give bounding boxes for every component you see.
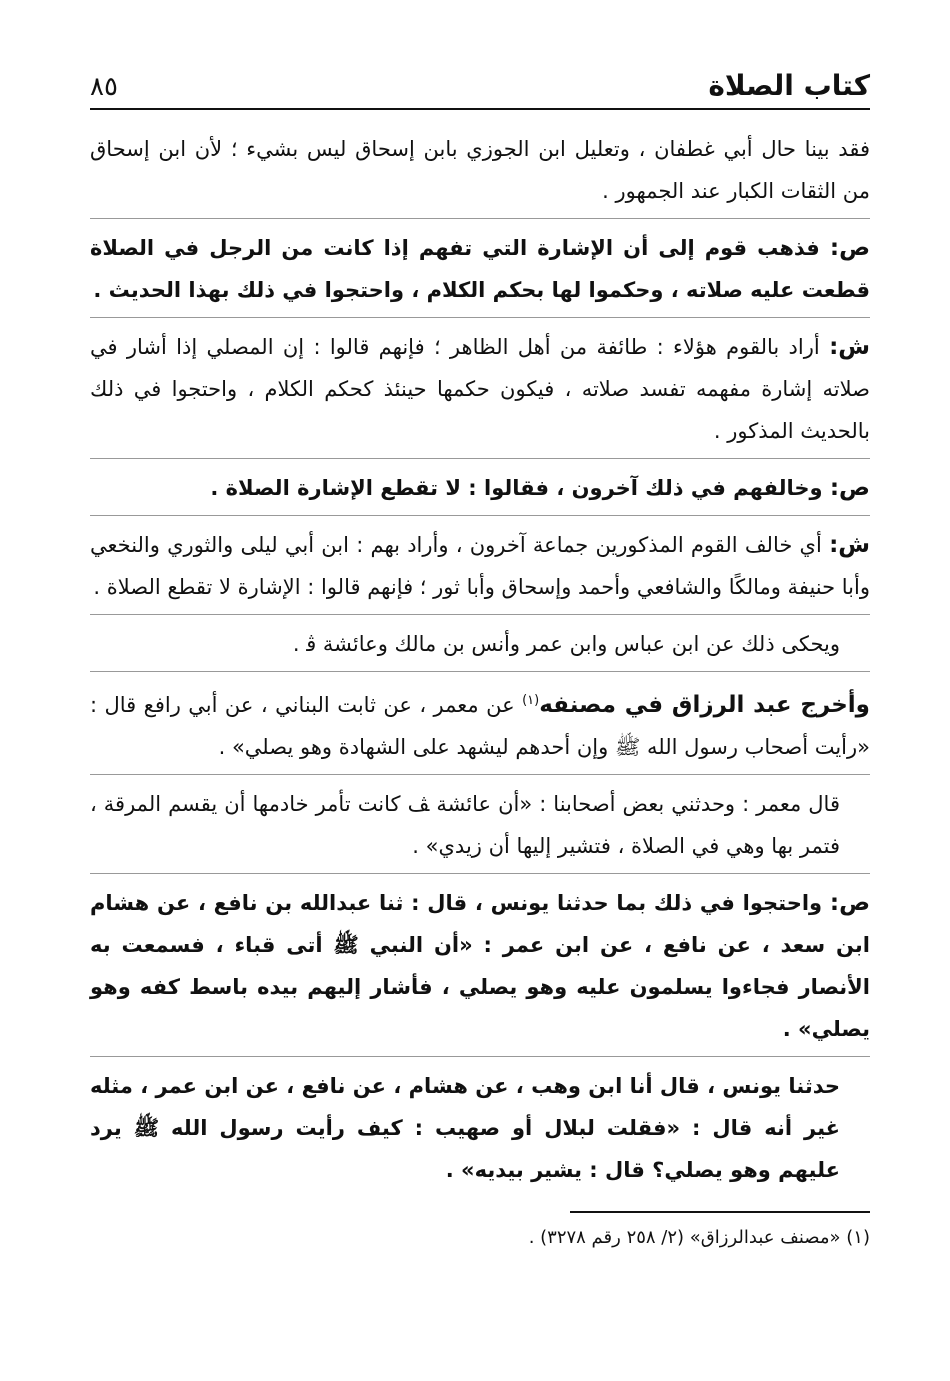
chapter-title: كتاب الصلاة [708, 69, 870, 102]
paragraph-text: واحتجوا في ذلك بما حدثنا يونس ، قال : ثنا عبدالله بن نافع ، عن هشام ابن سعد ، عن نافع ، عن ابن عمر : «أن النبي ﷺ أتى قباء ، فسمعت به الأنصار فجاءوا يسلمون عليه وهو يصلي ، فأشار إليهم بيده باسط كفه وهو يصلي» . [90, 891, 870, 1041]
paragraph-text: وخالفهم في ذلك آخرون ، فقالوا : لا تقطع الإشارة الصلاة . [210, 476, 823, 500]
paragraph-text: أراد بالقوم هؤلاء : طائفة من أهل الظاهر ؛ فإنهم قالوا : إن المصلي إذا أشار في صلاته إشارة مفهمه تفسد صلاته ، فيكون حكمها حينئذ كحكم الكلام ، واحتجوا في ذلك بالحديث المذكور . [90, 335, 870, 443]
paragraph-text: حدثنا يونس ، قال أنا ابن وهب ، عن هشام ، عن نافع ، عن ابن عمر ، مثله غير أنه قال : «فقلت لبلال أو صهيب : كيف رأيت رسول الله ﷺ يرد عليهم وهو يصلي؟ قال : يشير بيديه» . [90, 1074, 840, 1182]
paragraph-text: عن معمر ، عن ثابت البناني ، عن أبي رافع قال : «رأيت أصحاب رسول الله ﷺ وإن أحدهم ليشهد على الشهادة وهو يصلي» . [90, 693, 870, 759]
paragraph-5 [90, 524, 870, 608]
paragraph-1 [90, 128, 870, 212]
paragraph-text: أي خالف القوم المذكورين جماعة آخرون ، وأراد بهم : ابن أبي ليلى والثوري والنخعي وأبا حنيفة ومالكًا والشافعي وأحمد وإسحاق وأبا ثور ؛ فإنهم قالوا : الإشارة لا تقطع الصلاة . [90, 533, 870, 599]
main-text [90, 128, 870, 1253]
paragraph-text: فذهب قوم إلى أن الإشارة التي تفهم إذا كانت من الرجل في الصلاة قطعت عليه صلاته ، وحكموا لها بحكم الكلام ، واحتجوا في ذلك بهذا الحديث . [90, 236, 870, 302]
separator [90, 774, 870, 775]
paragraph-3 [90, 326, 870, 452]
paragraph-4 [90, 467, 870, 509]
paragraph-label: ش: [829, 532, 870, 558]
paragraph-text: قال معمر : وحدثني بعض أصحابنا : «أن عائشة ﭫ كانت تأمر خادمها أن يقسم المرقة ، فتمر بها وهي في الصلاة ، فتشير إليها أن زيدي» . [90, 792, 840, 858]
separator [90, 1056, 870, 1057]
separator [90, 458, 870, 459]
paragraph-label: ص: [829, 475, 870, 501]
paragraph-2 [90, 227, 870, 311]
separator [90, 671, 870, 672]
separator [90, 218, 870, 219]
paragraph-8 [90, 783, 870, 867]
paragraph-9 [90, 882, 870, 1050]
paragraph-label: وأخرج عبد الرزاق في مصنفه [539, 692, 870, 718]
footnote: (١) «مصنف عبدالرزاق» (٢/ ٢٥٨ رقم ٣٢٧٨) . [528, 1227, 870, 1248]
separator [90, 515, 870, 516]
separator [90, 614, 870, 615]
page [90, 58, 870, 1253]
paragraph-label: ص: [829, 235, 871, 261]
paragraph-7 [90, 680, 870, 768]
separator [90, 317, 870, 318]
footnote-ref: (١) [522, 693, 540, 708]
paragraph-label: ش: [829, 334, 870, 360]
paragraph-text: فقد بينا حال أبي غطفان ، وتعليل ابن الجوزي بابن إسحاق ليس بشيء ؛ لأن ابن إسحاق من الثقات الكبار عند الجمهور . [90, 137, 870, 203]
paragraph-10 [90, 1065, 870, 1191]
paragraph-text: ويحكى ذلك عن ابن عباس وابن عمر وأنس بن مالك وعائشة ﭬ . [292, 632, 840, 656]
page-number: ٨٥ [90, 72, 118, 102]
page-header [90, 58, 870, 110]
footnote-divider [570, 1211, 870, 1213]
separator [90, 873, 870, 874]
paragraph-6 [90, 623, 870, 665]
paragraph-label: ص: [829, 890, 871, 916]
